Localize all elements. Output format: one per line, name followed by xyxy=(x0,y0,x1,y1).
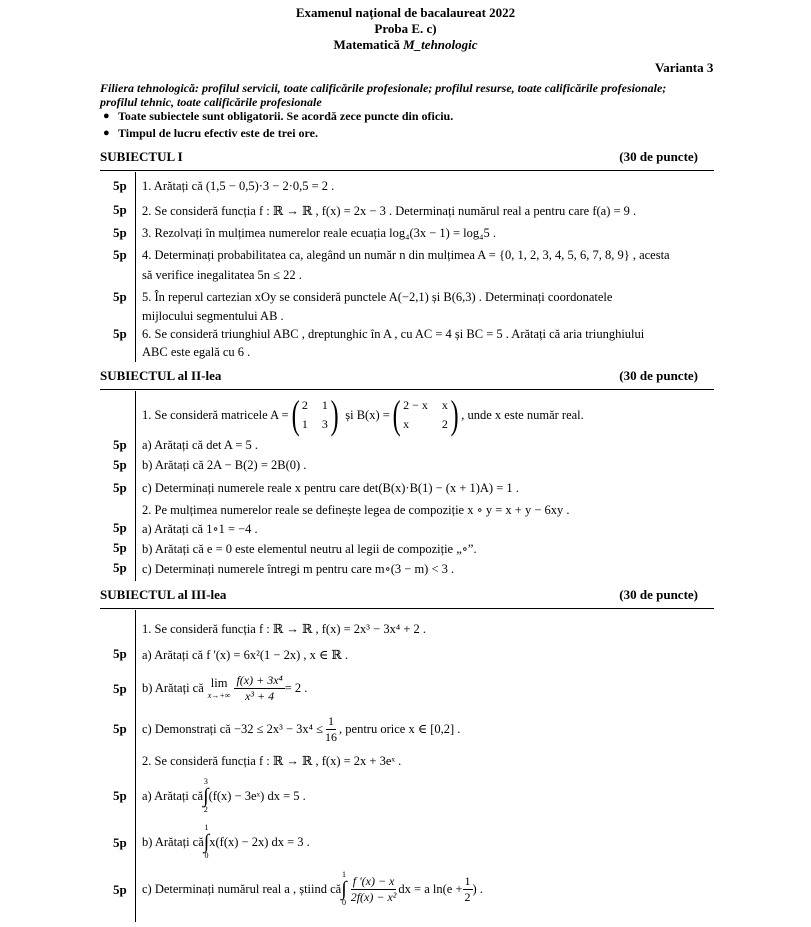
points: 5p xyxy=(113,289,127,304)
points: 5p xyxy=(113,326,127,341)
section-title: SUBIECTUL al III-lea xyxy=(100,587,227,602)
exam-probe: Proba E. c) xyxy=(374,21,437,36)
exam-subject: Matematică M_tehnologic xyxy=(333,37,478,52)
divider xyxy=(100,608,714,609)
integral-icon: ∫ xyxy=(341,878,347,900)
points: 5p xyxy=(113,178,127,193)
matrix-a: ( 2 1 1 3 ) xyxy=(291,392,339,437)
question-intro: 2. Se consideră funcția f : ℝ → ℝ , f(x) = 2x + 3eˣ . xyxy=(142,754,402,768)
section-points: (30 de puncte) xyxy=(619,149,698,164)
points: 5p xyxy=(113,225,127,240)
variant-label: Varianta 3 xyxy=(655,60,714,75)
integral-icon: ∫ xyxy=(203,831,210,853)
question-text: a) Arătați că 1∘1 = −4 . xyxy=(142,522,258,536)
section-points: (30 de puncte) xyxy=(619,368,698,383)
points: 5p xyxy=(113,247,127,262)
points: 5p xyxy=(113,681,127,696)
question-text: 6. Se consideră triunghiul ABC , dreptunghic în A , cu AC = 4 și BC = 5 . Arătați că aria triunghiului xyxy=(142,327,645,341)
question-integral: c) Determinați numărul real a , știind că 1 ∫ 0 $\frac{f '(x) - x}{\text{2f(x) − x²}}$ dx = a ln(e + $\frac{1}{2}$ ) . xyxy=(142,870,483,907)
question-matrices: 1. Se consideră matricele A = ( 2 1 1 3 ) și B(x) = ( 2 − x x x 2 ) , unde x este număr real. xyxy=(142,392,584,437)
points: 5p xyxy=(113,835,127,850)
bullet-icon: ● xyxy=(103,110,110,122)
integral-icon: ∫ xyxy=(203,785,209,807)
question-text: 4. Determinați probabilitatea ca, alegând un număr n din mulțimea A = {0, 1, 2, 3, 4, 5, 6, 7, 8, 9} , acesta xyxy=(142,248,670,262)
points: 5p xyxy=(113,721,127,736)
points-column-line xyxy=(135,391,136,581)
question-text: a) Arătați că det A = 5 . xyxy=(142,438,259,452)
instruction-1: Toate subiectele sunt obligatorii. Se acordă zece puncte din oficiu. xyxy=(118,109,454,123)
matrix-b: ( 2 − x x x 2 ) xyxy=(392,392,459,437)
question-text: 2. Se consideră funcția f : ℝ → ℝ , f(x) = 2x − 3 . Determinați numărul real a pentru care f(a) = 9 . xyxy=(142,204,637,218)
points: 5p xyxy=(113,480,127,495)
points-column-line xyxy=(135,610,136,922)
question-text: c) Determinați numerele întregi m pentru care m∘(3 − m) < 3 . xyxy=(142,562,455,576)
question-text: a) Arătați că f '(x) = 6x²(1 − 2x) , x ∈ ℝ . xyxy=(142,648,348,662)
filiera-line-2: profilul tehnic, toate calificările profesionale xyxy=(100,95,322,109)
section-points: (30 de puncte) xyxy=(619,587,698,602)
points: 5p xyxy=(113,457,127,472)
exam-title: Examenul național de bacalaureat 2022 xyxy=(295,5,516,20)
question-text: b) Arătați că 2A − B(2) = 2B(0) . xyxy=(142,458,307,472)
points: 5p xyxy=(113,520,127,535)
question-integral: b) Arătați că 1 ∫ 0 x(f(x) − 2x) dx = 3 . xyxy=(142,823,310,860)
divider xyxy=(100,389,714,390)
points: 5p xyxy=(113,788,127,803)
question-text: c) Determinați numerele reale x pentru care det(B(x)·B(1) − (x + 1)A) = 1 . xyxy=(142,481,519,495)
points: 5p xyxy=(113,437,127,452)
section-1-header xyxy=(100,149,698,165)
question-text: 5. În reperul cartezian xOy se consideră punctele A(−2,1) și B(6,3) . Determinați coordonatele xyxy=(142,290,613,304)
question-text: 3. Rezolvați în mulțimea numerelor reale ecuația log₄(3x − 1) = log₄5 . xyxy=(142,226,496,240)
points: 5p xyxy=(113,202,127,217)
section-3-header xyxy=(100,587,698,603)
section-title: SUBIECTUL al II-lea xyxy=(100,368,222,383)
points: 5p xyxy=(113,540,127,555)
question-intro: 2. Pe mulțimea numerelor reale se definește legea de compoziție x ∘ y = x + y − 6xy . xyxy=(142,503,570,517)
question-text-cont: ABC este egală cu 6 . xyxy=(142,345,251,359)
question-intro: 1. Se consideră funcția f : ℝ → ℝ , f(x) = 2x³ − 3x⁴ + 2 . xyxy=(142,622,427,636)
question-integral: a) Arătați că 3 ∫ 2 (f(x) − 3eˣ) dx = 5 . xyxy=(142,777,306,814)
section-title: SUBIECTUL I xyxy=(100,149,183,164)
points: 5p xyxy=(113,646,127,661)
points: 5p xyxy=(113,882,127,897)
question-text: 1. Arătați că (1,5 − 0,5)·3 − 2·0,5 = 2 . xyxy=(142,179,335,193)
divider xyxy=(100,170,714,171)
question-text-cont: să verifice inegalitatea 5n ≤ 22 . xyxy=(142,268,302,282)
question-text-cont: mijlocului segmentului AB . xyxy=(142,309,284,323)
section-2-header xyxy=(100,368,698,384)
bullet-icon: ● xyxy=(103,127,110,139)
question-text: b) Arătați că e = 0 este elementul neutru al legii de compoziție „∘”. xyxy=(142,542,477,556)
instruction-2: Timpul de lucru efectiv este de trei ore. xyxy=(118,126,318,140)
question-limit: b) Arătați că lim x→+∞ $\frac{\text{f(x) + 3x⁴}}{\text{x³ + 4}}$ = 2 . xyxy=(142,672,308,703)
filiera-line-1: Filiera tehnologică: profilul servicii, toate calificările profesionale; profilul resurse, toate calificările profesionale; xyxy=(100,81,667,95)
points-column-line xyxy=(135,172,136,362)
question-inequality: c) Demonstrați că −32 ≤ 2x³ − 3x⁴ ≤ $\frac{1}{16}$ , pentru orice x ∈ [0,2] . xyxy=(142,713,461,744)
points: 5p xyxy=(113,560,127,575)
